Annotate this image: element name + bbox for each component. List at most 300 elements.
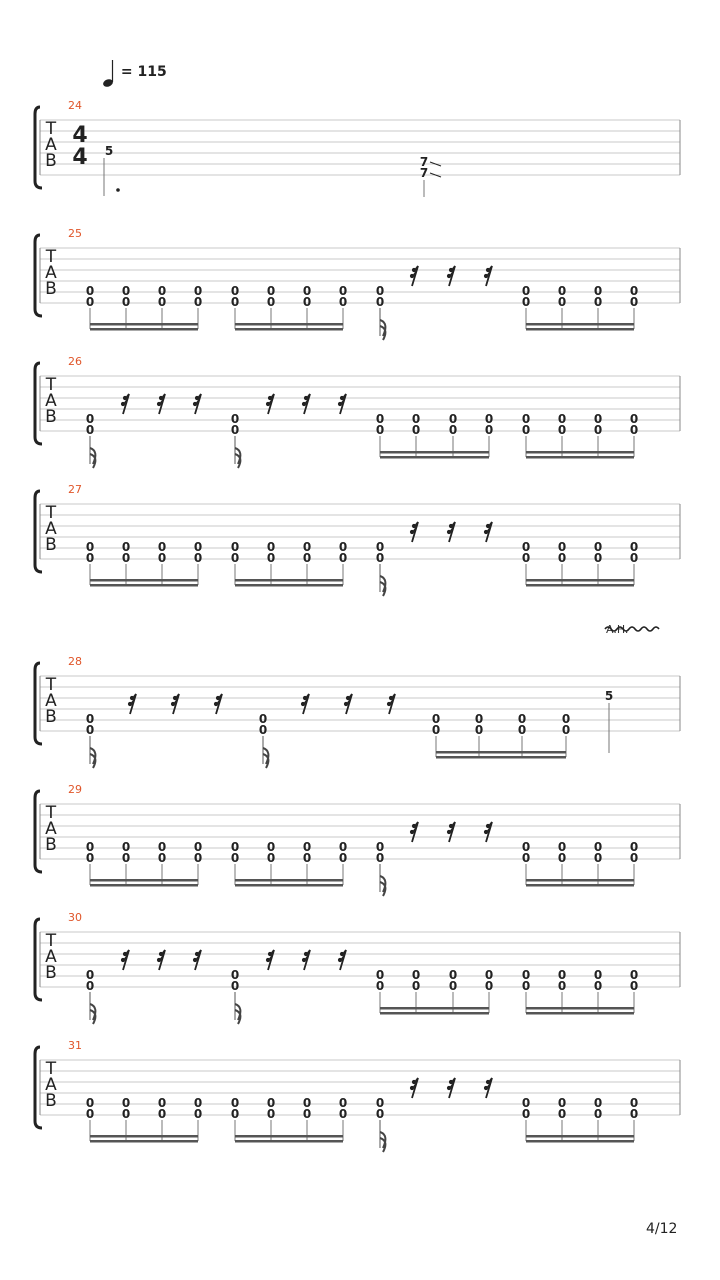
sixteenth-rest-icon bbox=[214, 694, 222, 714]
beam-group bbox=[522, 840, 638, 887]
beam bbox=[526, 1007, 634, 1010]
time-signature-bottom: 4 bbox=[72, 145, 88, 170]
tab-system-measure-30 bbox=[35, 911, 680, 1024]
beam bbox=[235, 1140, 343, 1143]
fret-number: 0 bbox=[629, 551, 639, 565]
tab-clef-letter: T bbox=[45, 503, 57, 523]
sixteenth-rest-icon bbox=[266, 394, 274, 414]
fret-number: 0 bbox=[85, 723, 95, 737]
fret-number: 0 bbox=[375, 284, 385, 298]
fret-number: 0 bbox=[121, 295, 131, 309]
beam bbox=[90, 579, 198, 582]
beam-group bbox=[522, 968, 638, 1015]
beam-group bbox=[231, 1096, 347, 1143]
fret-number: 0 bbox=[484, 412, 494, 426]
fret-number: 0 bbox=[521, 540, 531, 554]
fret-number: 0 bbox=[121, 840, 131, 854]
fret-number: 0 bbox=[85, 284, 95, 298]
fret-number: 0 bbox=[557, 1096, 567, 1110]
fret-number: 0 bbox=[557, 295, 567, 309]
fret-number: 0 bbox=[230, 979, 240, 993]
fret-number: 0 bbox=[448, 412, 458, 426]
fret-number: 0 bbox=[193, 551, 203, 565]
beam bbox=[235, 323, 343, 326]
fret-number: 5 bbox=[104, 144, 114, 158]
tab-clef-letter: A bbox=[45, 391, 57, 411]
fret-number: 0 bbox=[593, 968, 603, 982]
sixteenth-rest-icon bbox=[447, 1078, 455, 1098]
fret-number: 5 bbox=[604, 689, 614, 703]
fret-number: 0 bbox=[521, 551, 531, 565]
fret-number: 0 bbox=[521, 968, 531, 982]
fret-number: 0 bbox=[230, 423, 240, 437]
fret-number: 0 bbox=[375, 851, 385, 865]
fret-number: 0 bbox=[557, 284, 567, 298]
tab-clef-letter: B bbox=[45, 1091, 57, 1111]
fret-number: 0 bbox=[302, 551, 312, 565]
measure-number: 25 bbox=[68, 227, 82, 240]
fret-number: 0 bbox=[230, 840, 240, 854]
fret-number: 0 bbox=[593, 540, 603, 554]
fret-number: 0 bbox=[266, 840, 276, 854]
system-bracket bbox=[35, 1047, 42, 1128]
tab-clef-letter: A bbox=[45, 519, 57, 539]
fret-number: 0 bbox=[484, 968, 494, 982]
tab-clef-letter: A bbox=[45, 263, 57, 283]
fret-number: 0 bbox=[85, 840, 95, 854]
fret-number: 0 bbox=[230, 284, 240, 298]
sixteenth-rest-icon bbox=[338, 950, 346, 970]
fret-number: 0 bbox=[629, 540, 639, 554]
fret-number: 0 bbox=[230, 1096, 240, 1110]
fret-number: 0 bbox=[557, 979, 567, 993]
fret-number: 0 bbox=[375, 968, 385, 982]
tab-system-measure-25 bbox=[35, 227, 680, 340]
fret-number: 0 bbox=[629, 979, 639, 993]
fret-number: 0 bbox=[629, 1107, 639, 1121]
fret-number: 0 bbox=[266, 851, 276, 865]
fret-number: 0 bbox=[521, 840, 531, 854]
fret-number: 0 bbox=[629, 968, 639, 982]
sixteenth-rest-icon bbox=[121, 394, 129, 414]
fret-number: 0 bbox=[230, 412, 240, 426]
fret-number: 0 bbox=[411, 423, 421, 437]
fret-number: 0 bbox=[375, 1096, 385, 1110]
sixteenth-rest-icon bbox=[447, 266, 455, 286]
sixteenth-rest-icon bbox=[266, 950, 274, 970]
fret-number: 0 bbox=[411, 412, 421, 426]
fret-number: 0 bbox=[593, 851, 603, 865]
fret-number: 0 bbox=[157, 840, 167, 854]
sixteenth-rest-icon bbox=[302, 950, 310, 970]
fret-number: 0 bbox=[375, 540, 385, 554]
beam bbox=[90, 879, 198, 882]
sixteenth-rest-icon bbox=[301, 694, 309, 714]
beam-group bbox=[231, 284, 347, 331]
beam bbox=[90, 1140, 198, 1143]
fret-number: 0 bbox=[521, 979, 531, 993]
fret-number: 0 bbox=[521, 851, 531, 865]
fret-number: 0 bbox=[338, 551, 348, 565]
fret-number: 0 bbox=[629, 412, 639, 426]
sixteenth-rest-icon bbox=[193, 950, 201, 970]
fret-number: 0 bbox=[557, 540, 567, 554]
beam-group bbox=[86, 540, 202, 587]
fret-number: 0 bbox=[266, 295, 276, 309]
tab-clef-letter: T bbox=[45, 931, 57, 951]
beam bbox=[235, 1135, 343, 1138]
fret-number: 0 bbox=[629, 284, 639, 298]
fret-number: 0 bbox=[593, 979, 603, 993]
fret-number: 0 bbox=[193, 295, 203, 309]
fret-number: 0 bbox=[302, 1096, 312, 1110]
fret-number: 0 bbox=[375, 840, 385, 854]
sixteenth-flag-icon bbox=[380, 1120, 385, 1152]
tab-system-measure-28 bbox=[35, 623, 680, 768]
beam bbox=[526, 579, 634, 582]
sixteenth-rest-icon bbox=[157, 394, 165, 414]
beam bbox=[235, 879, 343, 882]
beam bbox=[235, 579, 343, 582]
measure-number: 31 bbox=[68, 1039, 82, 1052]
tab-clef-letter: T bbox=[45, 119, 57, 139]
sixteenth-rest-icon bbox=[121, 950, 129, 970]
beam-group bbox=[231, 540, 347, 587]
fret-number: 0 bbox=[230, 551, 240, 565]
measure-number: 29 bbox=[68, 783, 82, 796]
sixteenth-flag-icon bbox=[90, 736, 95, 768]
fret-number: 0 bbox=[561, 712, 571, 726]
fret-number: 0 bbox=[593, 840, 603, 854]
fret-number: 0 bbox=[517, 712, 527, 726]
beam-group bbox=[86, 1096, 202, 1143]
fret-number: 0 bbox=[230, 295, 240, 309]
fret-number: 0 bbox=[448, 423, 458, 437]
tab-clef-letter: B bbox=[45, 151, 57, 171]
fret-number: 0 bbox=[157, 1096, 167, 1110]
tempo-value: = 115 bbox=[120, 64, 167, 80]
beam-group bbox=[376, 412, 493, 459]
tab-clef-letter: T bbox=[45, 675, 57, 695]
fret-number: 0 bbox=[266, 1096, 276, 1110]
fret-number: 0 bbox=[121, 851, 131, 865]
beam bbox=[90, 1135, 198, 1138]
beam bbox=[235, 328, 343, 331]
sixteenth-rest-icon bbox=[484, 822, 492, 842]
fret-number: 0 bbox=[266, 551, 276, 565]
fret-number: 0 bbox=[121, 1107, 131, 1121]
fret-number: 0 bbox=[338, 540, 348, 554]
fret-number: 0 bbox=[338, 851, 348, 865]
beam bbox=[380, 1007, 489, 1010]
sixteenth-flag-icon bbox=[235, 992, 240, 1024]
sixteenth-rest-icon bbox=[157, 950, 165, 970]
beam bbox=[235, 884, 343, 887]
tab-system-measure-27 bbox=[35, 483, 680, 596]
sixteenth-flag-icon bbox=[380, 864, 385, 896]
fret-number: 0 bbox=[431, 723, 441, 737]
beam-group bbox=[231, 840, 347, 887]
fret-number: 0 bbox=[557, 840, 567, 854]
fret-number: 0 bbox=[593, 295, 603, 309]
fret-number: 0 bbox=[557, 1107, 567, 1121]
fret-number: 0 bbox=[193, 840, 203, 854]
fret-number: 0 bbox=[302, 851, 312, 865]
fret-number: 0 bbox=[85, 423, 95, 437]
fret-number: 0 bbox=[121, 551, 131, 565]
beam bbox=[436, 756, 566, 759]
beam bbox=[436, 751, 566, 754]
system-bracket bbox=[35, 663, 42, 744]
fret-number: 0 bbox=[338, 295, 348, 309]
fret-number: 0 bbox=[302, 840, 312, 854]
beam-group bbox=[522, 1096, 638, 1143]
sixteenth-rest-icon bbox=[387, 694, 395, 714]
fret-number: 0 bbox=[85, 540, 95, 554]
beam bbox=[526, 456, 634, 459]
fret-number: 0 bbox=[593, 1107, 603, 1121]
fret-number: 0 bbox=[266, 1107, 276, 1121]
tab-clef-letter: B bbox=[45, 535, 57, 555]
fret-number: 0 bbox=[375, 295, 385, 309]
fret-number: 0 bbox=[484, 979, 494, 993]
time-signature-top: 4 bbox=[72, 123, 88, 148]
beam bbox=[380, 451, 489, 454]
fret-number: 0 bbox=[157, 851, 167, 865]
beam bbox=[526, 451, 634, 454]
tab-clef-letter: A bbox=[45, 819, 57, 839]
fret-number: 0 bbox=[411, 979, 421, 993]
sixteenth-rest-icon bbox=[484, 1078, 492, 1098]
fret-number: 0 bbox=[85, 851, 95, 865]
fret-number: 0 bbox=[157, 540, 167, 554]
fret-number: 0 bbox=[230, 1107, 240, 1121]
fret-number: 0 bbox=[557, 968, 567, 982]
sixteenth-rest-icon bbox=[410, 1078, 418, 1098]
beam bbox=[90, 584, 198, 587]
fret-number: 0 bbox=[521, 284, 531, 298]
fret-number: 0 bbox=[85, 412, 95, 426]
fret-number: 0 bbox=[375, 1107, 385, 1121]
beam bbox=[90, 884, 198, 887]
fret-number: 0 bbox=[629, 295, 639, 309]
fret-number: 0 bbox=[561, 723, 571, 737]
fret-number: 0 bbox=[629, 840, 639, 854]
beam-group bbox=[522, 284, 638, 331]
fret-number: 0 bbox=[193, 1096, 203, 1110]
fret-number: 0 bbox=[258, 712, 268, 726]
tab-clef-letter: B bbox=[45, 707, 57, 727]
fret-number: 0 bbox=[230, 851, 240, 865]
beam bbox=[526, 323, 634, 326]
fret-number: 0 bbox=[517, 723, 527, 737]
fret-number: 0 bbox=[85, 1096, 95, 1110]
beam-group bbox=[522, 412, 638, 459]
fret-number: 0 bbox=[629, 423, 639, 437]
tab-clef-letter: T bbox=[45, 247, 57, 267]
sixteenth-flag-icon bbox=[263, 736, 268, 768]
beam-group bbox=[432, 712, 570, 759]
fret-number: 0 bbox=[375, 979, 385, 993]
tab-clef-letter: T bbox=[45, 1059, 57, 1079]
fret-number: 0 bbox=[474, 723, 484, 737]
beam bbox=[526, 1012, 634, 1015]
fret-number: 0 bbox=[629, 1096, 639, 1110]
fret-number: 7 bbox=[419, 155, 429, 169]
page-number: 4/12 bbox=[646, 1221, 678, 1237]
dot-icon bbox=[116, 188, 120, 192]
fret-number: 0 bbox=[193, 540, 203, 554]
beam bbox=[526, 328, 634, 331]
fret-number: 0 bbox=[557, 851, 567, 865]
fret-number: 0 bbox=[629, 851, 639, 865]
measure-number: 26 bbox=[68, 355, 82, 368]
beam bbox=[235, 584, 343, 587]
sixteenth-rest-icon bbox=[193, 394, 201, 414]
fret-number: 0 bbox=[266, 284, 276, 298]
fret-number: 0 bbox=[338, 1096, 348, 1110]
tab-clef-letter: B bbox=[45, 279, 57, 299]
fret-number: 0 bbox=[375, 551, 385, 565]
fret-number: 0 bbox=[338, 1107, 348, 1121]
beam-group bbox=[522, 540, 638, 587]
sixteenth-rest-icon bbox=[128, 694, 136, 714]
sixteenth-rest-icon bbox=[410, 522, 418, 542]
beam bbox=[90, 328, 198, 331]
fret-number: 0 bbox=[593, 551, 603, 565]
fret-number: 0 bbox=[85, 979, 95, 993]
fret-number: 0 bbox=[121, 1096, 131, 1110]
tab-clef-letter: A bbox=[45, 135, 57, 155]
sixteenth-rest-icon bbox=[344, 694, 352, 714]
sixteenth-rest-icon bbox=[447, 522, 455, 542]
tab-clef-letter: T bbox=[45, 375, 57, 395]
fret-number: 0 bbox=[593, 284, 603, 298]
fret-number: 0 bbox=[521, 423, 531, 437]
beam bbox=[526, 1135, 634, 1138]
sixteenth-rest-icon bbox=[410, 822, 418, 842]
measure-number: 28 bbox=[68, 655, 82, 668]
fret-number: 0 bbox=[593, 412, 603, 426]
fret-number: 0 bbox=[448, 979, 458, 993]
system-bracket bbox=[35, 107, 42, 188]
fret-number: 0 bbox=[157, 295, 167, 309]
fret-number: 0 bbox=[521, 295, 531, 309]
sixteenth-rest-icon bbox=[484, 522, 492, 542]
fret-number: 0 bbox=[85, 712, 95, 726]
sixteenth-rest-icon bbox=[338, 394, 346, 414]
fret-number: 0 bbox=[85, 968, 95, 982]
beam-group bbox=[86, 284, 202, 331]
fret-number: 0 bbox=[157, 1107, 167, 1121]
beam bbox=[526, 584, 634, 587]
fret-number: 0 bbox=[521, 1107, 531, 1121]
tab-clef-letter: A bbox=[45, 691, 57, 711]
sixteenth-rest-icon bbox=[484, 266, 492, 286]
fret-number: 0 bbox=[85, 551, 95, 565]
sixteenth-rest-icon bbox=[410, 266, 418, 286]
sixteenth-rest-icon bbox=[447, 822, 455, 842]
tab-clef-letter: B bbox=[45, 407, 57, 427]
fret-number: 0 bbox=[266, 540, 276, 554]
measure-number: 27 bbox=[68, 483, 82, 496]
tab-clef-letter: A bbox=[45, 947, 57, 967]
fret-number: 0 bbox=[557, 551, 567, 565]
fret-number: 0 bbox=[302, 1107, 312, 1121]
fret-number: 0 bbox=[193, 284, 203, 298]
system-bracket bbox=[35, 363, 42, 444]
fret-number: 0 bbox=[474, 712, 484, 726]
tab-system-measure-31 bbox=[35, 1039, 680, 1152]
fret-number: 0 bbox=[85, 1107, 95, 1121]
fret-number: 0 bbox=[302, 295, 312, 309]
fret-number: 0 bbox=[484, 423, 494, 437]
system-bracket bbox=[35, 791, 42, 872]
sixteenth-flag-icon bbox=[90, 436, 95, 468]
beam bbox=[526, 879, 634, 882]
sixteenth-rest-icon bbox=[302, 394, 310, 414]
sixteenth-flag-icon bbox=[380, 564, 385, 596]
fret-number: 0 bbox=[521, 412, 531, 426]
fret-number: 0 bbox=[593, 1096, 603, 1110]
beam bbox=[526, 1140, 634, 1143]
fret-number: 0 bbox=[258, 723, 268, 737]
beam-group bbox=[86, 840, 202, 887]
measure-number: 30 bbox=[68, 911, 82, 924]
fret-number: 0 bbox=[157, 284, 167, 298]
fret-number: 0 bbox=[157, 551, 167, 565]
beam bbox=[380, 1012, 489, 1015]
fret-number: 0 bbox=[338, 284, 348, 298]
tab-clef-letter: B bbox=[45, 835, 57, 855]
fret-number: 0 bbox=[230, 540, 240, 554]
tab-clef-letter: A bbox=[45, 1075, 57, 1095]
tab-system-measure-29 bbox=[35, 783, 680, 896]
fret-number: 0 bbox=[85, 295, 95, 309]
fret-number: 0 bbox=[557, 412, 567, 426]
sixteenth-flag-icon bbox=[90, 992, 95, 1024]
sixteenth-flag-icon bbox=[380, 308, 385, 340]
beam bbox=[90, 323, 198, 326]
fret-number: 0 bbox=[521, 1096, 531, 1110]
tab-clef-letter: T bbox=[45, 803, 57, 823]
beam bbox=[380, 456, 489, 459]
fret-number: 0 bbox=[193, 851, 203, 865]
fret-number: 0 bbox=[302, 540, 312, 554]
sixteenth-flag-icon bbox=[235, 436, 240, 468]
fret-number: 7 bbox=[419, 166, 429, 180]
sixteenth-rest-icon bbox=[171, 694, 179, 714]
fret-number: 0 bbox=[121, 284, 131, 298]
tab-clef-letter: B bbox=[45, 963, 57, 983]
fret-number: 0 bbox=[375, 412, 385, 426]
tab-system-measure-26 bbox=[35, 355, 680, 468]
system-bracket bbox=[35, 491, 42, 572]
fret-number: 0 bbox=[230, 968, 240, 982]
system-bracket bbox=[35, 919, 42, 1000]
system-bracket bbox=[35, 235, 42, 316]
fret-number: 0 bbox=[448, 968, 458, 982]
fret-number: 0 bbox=[121, 540, 131, 554]
fret-number: 0 bbox=[431, 712, 441, 726]
fret-number: 0 bbox=[375, 423, 385, 437]
fret-number: 0 bbox=[193, 1107, 203, 1121]
beam-group bbox=[376, 968, 493, 1015]
beam bbox=[526, 884, 634, 887]
measure-number: 24 bbox=[68, 99, 82, 112]
fret-number: 0 bbox=[411, 968, 421, 982]
fret-number: 0 bbox=[557, 423, 567, 437]
